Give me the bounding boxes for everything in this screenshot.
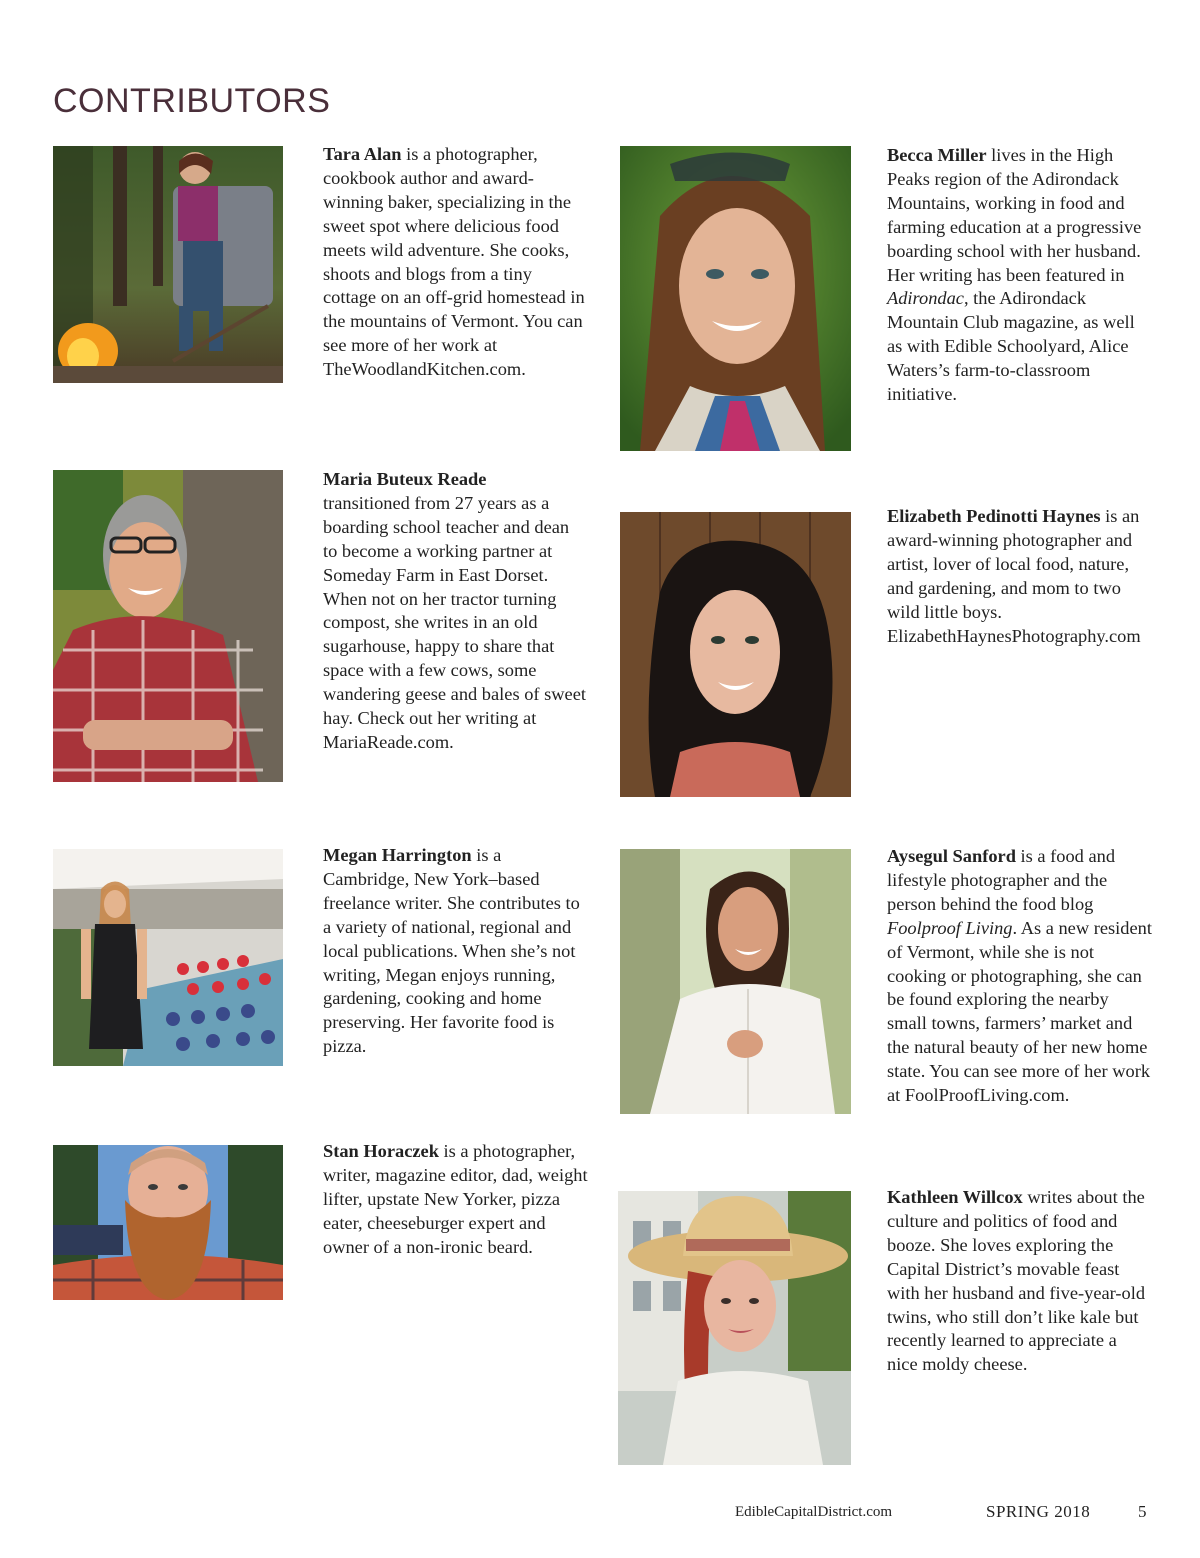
bearded-portrait-image: [53, 1145, 283, 1300]
contributor-description: is a food and lifestyle photographer and the person behind the food blog: [887, 846, 1116, 914]
contributor-photo: [53, 146, 283, 383]
contributor-bio: [323, 1140, 588, 1260]
contributor-photo: [620, 512, 851, 797]
footer-issue: SPRING 2018: [986, 1502, 1091, 1521]
blog-title: Foolproof Living: [887, 917, 1013, 938]
contributor-bio: [887, 1186, 1147, 1377]
contributor-bio: [323, 468, 588, 755]
straw-hat-portrait-image: [618, 1191, 851, 1465]
contributor-photo: [618, 1191, 851, 1465]
contributor-name: Megan Harrington: [323, 845, 472, 865]
contributor-name: Elizabeth Pedinotti Haynes: [887, 506, 1101, 526]
contributor-description: is a photographer, writer, magazine editor, dad, weight lifter, upstate New Yorker, pizza eater, cheeseburger expert and owner of a non-ironic beard.: [323, 1141, 588, 1257]
contributor-bio: [887, 845, 1152, 1108]
white-shirt-portrait-image: [620, 849, 851, 1114]
contributor-name: Aysegul Sanford: [887, 846, 1016, 866]
plaid-shirt-portrait-image: [53, 470, 283, 782]
contributor-description-continued: , the Adirondack Mountain Club magazine, as well as with Edible Schoolyard, Alice Waters’s farm-to-classroom initiative.: [887, 288, 1135, 405]
smiling-portrait-image: [620, 146, 851, 451]
contributor-description: is a photographer, cookbook author and award-winning baker, specializing in the sweet spot where delicious food meets wild adventure. She cooks, shoots and blogs from a tiny cottage on an off-grid homestead in the mountains of Vermont. You can see more of her work at TheWoodlandKitchen.com.: [323, 144, 585, 380]
contributor-description: writes about the culture and politics of food and booze. She loves exploring the Capital District’s movable feast with her husband and five-year-old twins, who still don’t like kale but recently learned to appreciate a nice moldy cheese.: [887, 1187, 1146, 1375]
contributor-name: Stan Horaczek: [323, 1141, 439, 1161]
contributor-photo: [53, 470, 283, 782]
contributor-name: Kathleen Willcox: [887, 1187, 1023, 1207]
contributor-description: is a Cambridge, New York–based freelance writer. She contributes to a variety of national, regional and local publications. When she’s not writing, Megan enjoys running, gardening, cooking and home preserving. Her favorite food is pizza.: [323, 845, 580, 1057]
contributor-photo: [620, 146, 851, 451]
contributor-name: Maria Buteux Reade: [323, 469, 487, 489]
contributor-description: is an award-winning photographer and artist, lover of local food, nature, and gardening, and mom to two wild little boys. ElizabethHaynesPhotography.com: [887, 506, 1141, 646]
contributor-name: Tara Alan: [323, 144, 402, 164]
contributor-name: Becca Miller: [887, 145, 987, 165]
footer-website: EdibleCapitalDistrict.com: [735, 1504, 893, 1520]
contributor-photo: [53, 1145, 283, 1300]
contributor-description-continued: . As a new resident of Vermont, while she is not cooking or photographing, she can be found exploring the nearby small towns, farmers’ market and the natural beauty of her new home state. You can see more of her work at FoolProofLiving.com.: [887, 917, 1152, 1106]
contributor-photo: [620, 849, 851, 1114]
contributor-description: transitioned from 27 years as a boarding school teacher and dean to become a working partner at Someday Farm in East Dorset. When not on her tractor turning compost, she writes in an old sugarhouse, happy to share that space with a few cows, some wandering geese and bales of sweet hay. Check out her writing at MariaReade.com.: [323, 492, 586, 752]
contributor-bio: [323, 143, 588, 382]
contributor-bio: [323, 844, 588, 1059]
contributor-bio: [887, 144, 1147, 407]
curly-hair-portrait-image: [620, 512, 851, 797]
publication-title: Adirondac: [887, 288, 964, 309]
contributor-bio: [887, 505, 1152, 648]
contributor-description: lives in the High Peaks region of the Adirondack Mountains, working in food and farming education at a progressive boarding school with her husband. Her writing has been featured in: [887, 145, 1142, 285]
page-number: 5: [1138, 1502, 1147, 1521]
page-title: CONTRIBUTORS: [53, 82, 331, 120]
campfire-portrait-image: [53, 146, 283, 383]
contributor-photo: [53, 849, 283, 1066]
farmers-market-portrait-image: [53, 849, 283, 1066]
